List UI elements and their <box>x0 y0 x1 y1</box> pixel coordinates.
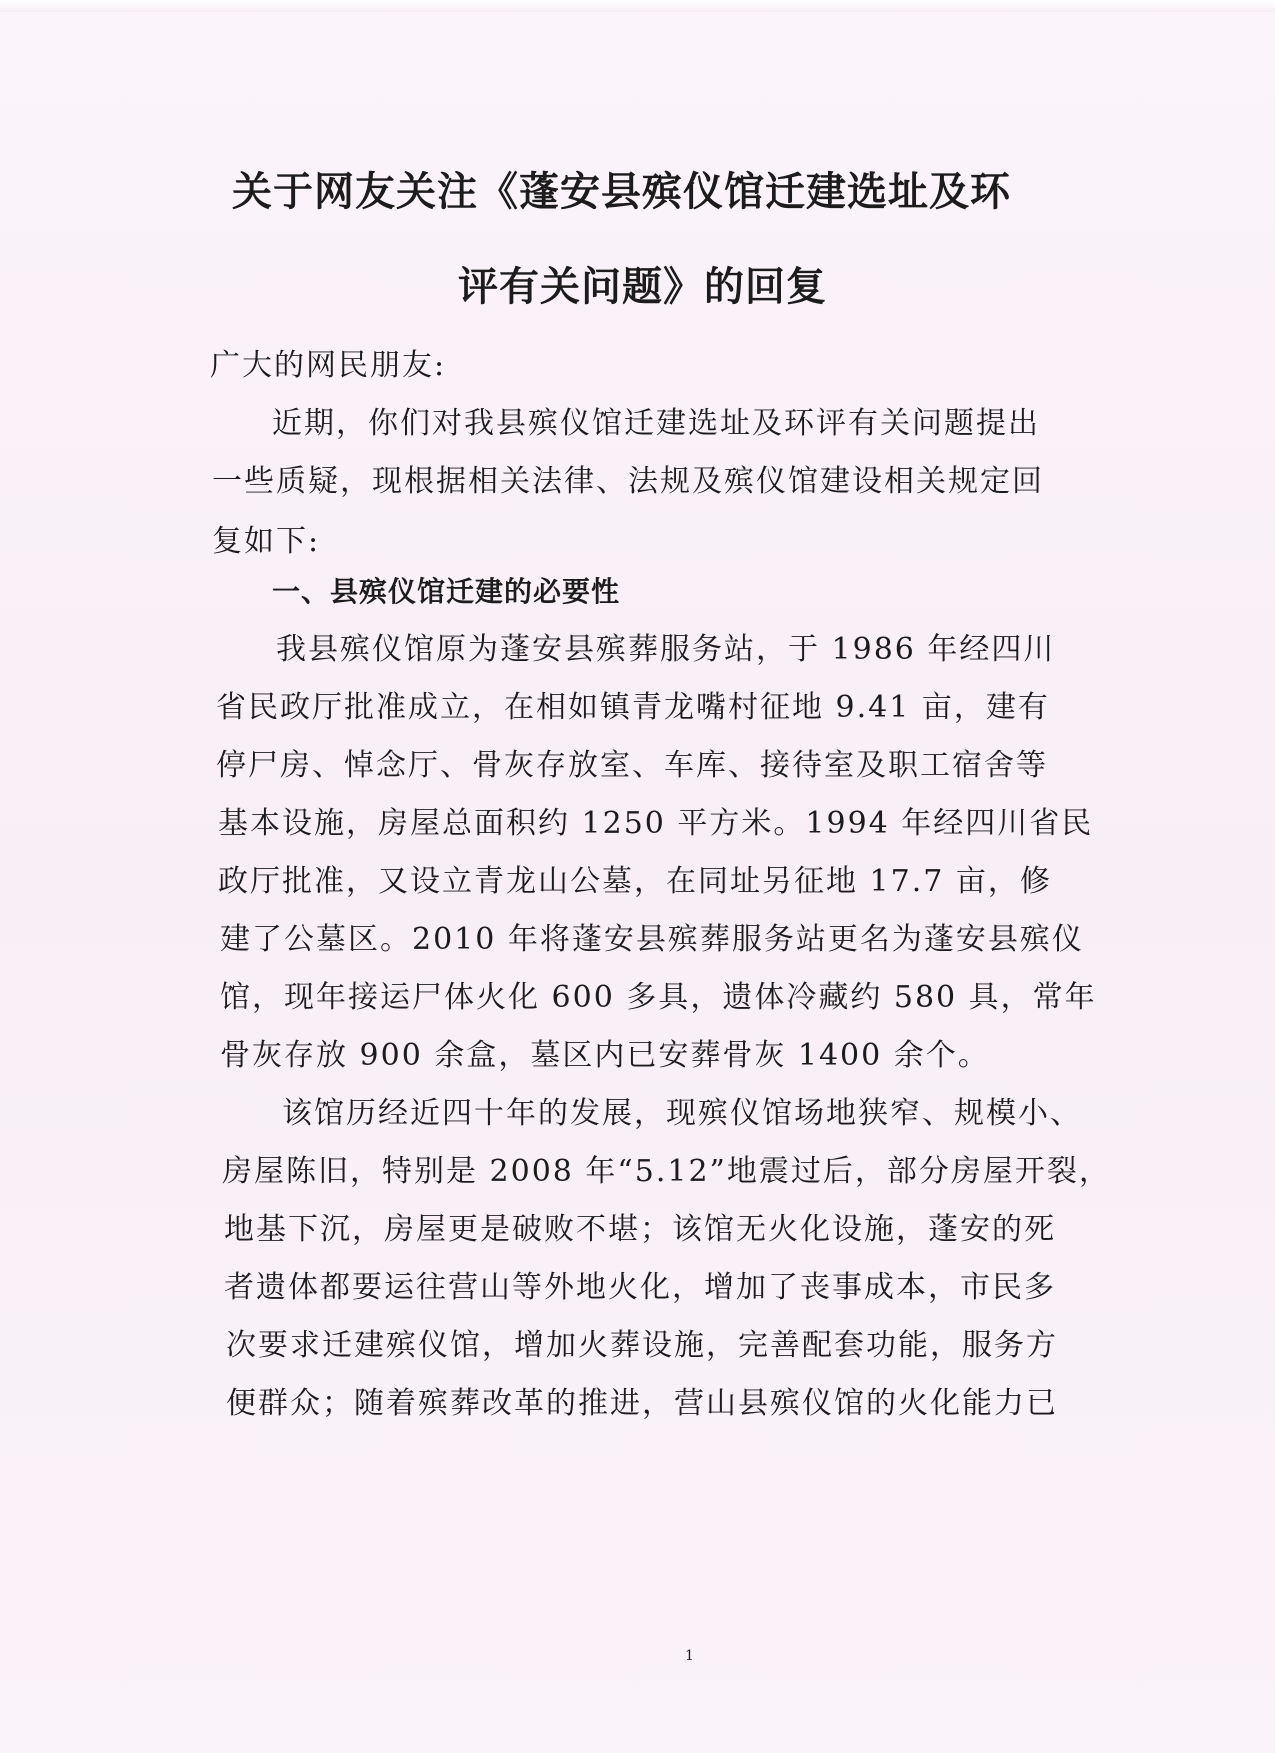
paragraph-line: 省民政厅批准成立，在相如镇青龙嘴村征地 9.41 亩，建有 <box>216 690 1050 725</box>
paragraph-line: 馆，现年接运尸体火化 600 多具，遗体冷藏约 580 具，常年 <box>220 980 1097 1015</box>
salutation: 广大的网民朋友: <box>210 348 447 383</box>
intro-line: 近期，你们对我县殡仪馆迁建选址及环评有关问题提出 <box>272 406 1040 441</box>
section-heading: 一、县殡仪馆迁建的必要性 <box>272 575 621 608</box>
paragraph-line: 房屋陈旧，特别是 2008 年“5.12”地震过后，部分房屋开裂， <box>222 1154 1111 1189</box>
paragraph-line: 骨灰存放 900 余盒，墓区内已安葬骨灰 1400 余个。 <box>220 1038 990 1073</box>
intro-line: 一些质疑，现根据相关法律、法规及殡仪馆建设相关规定回 <box>212 464 1044 499</box>
document-title-line-1: 关于网友关注《蓬安县殡仪馆迁建选址及环 <box>232 169 1011 215</box>
paragraph-line: 政厅批准，又设立青龙山公墓，在同址另征地 17.7 亩，修 <box>218 864 1052 899</box>
paragraph-line: 基本设施，房屋总面积约 1250 平方米。1994 年经四川省民 <box>218 806 1094 841</box>
paragraph-line: 建了公墓区。2010 年将蓬安县殡葬服务站更名为蓬安县殡仪 <box>220 922 1084 957</box>
scan-edge <box>0 0 1275 12</box>
paragraph-line: 者遗体都要运往营山等外地火化，增加了丧事成本，市民多 <box>224 1270 1056 1305</box>
document-title-line-2: 评有关问题》的回复 <box>458 264 827 310</box>
paragraph-line: 次要求迁建殡仪馆，增加火葬设施，完善配套功能，服务方 <box>226 1328 1058 1363</box>
paragraph-line: 该馆历经近四十年的发展，现殡仪馆场地狭窄、规模小、 <box>282 1096 1082 1131</box>
intro-line: 复如下: <box>212 524 321 559</box>
paragraph-line: 地基下沉，房屋更是破败不堪；该馆无火化设施，蓬安的死 <box>224 1212 1056 1247</box>
paragraph-line: 我县殡仪馆原为蓬安县殡葬服务站，于 1986 年经四川 <box>276 632 1056 667</box>
paragraph-line: 便群众；随着殡葬改革的推进，营山县殡仪馆的火化能力已 <box>226 1386 1058 1421</box>
paragraph-line: 停尸房、悼念厅、骨灰存放室、车库、接待室及职工宿舍等 <box>216 748 1048 783</box>
page-number: 1 <box>685 1648 694 1664</box>
